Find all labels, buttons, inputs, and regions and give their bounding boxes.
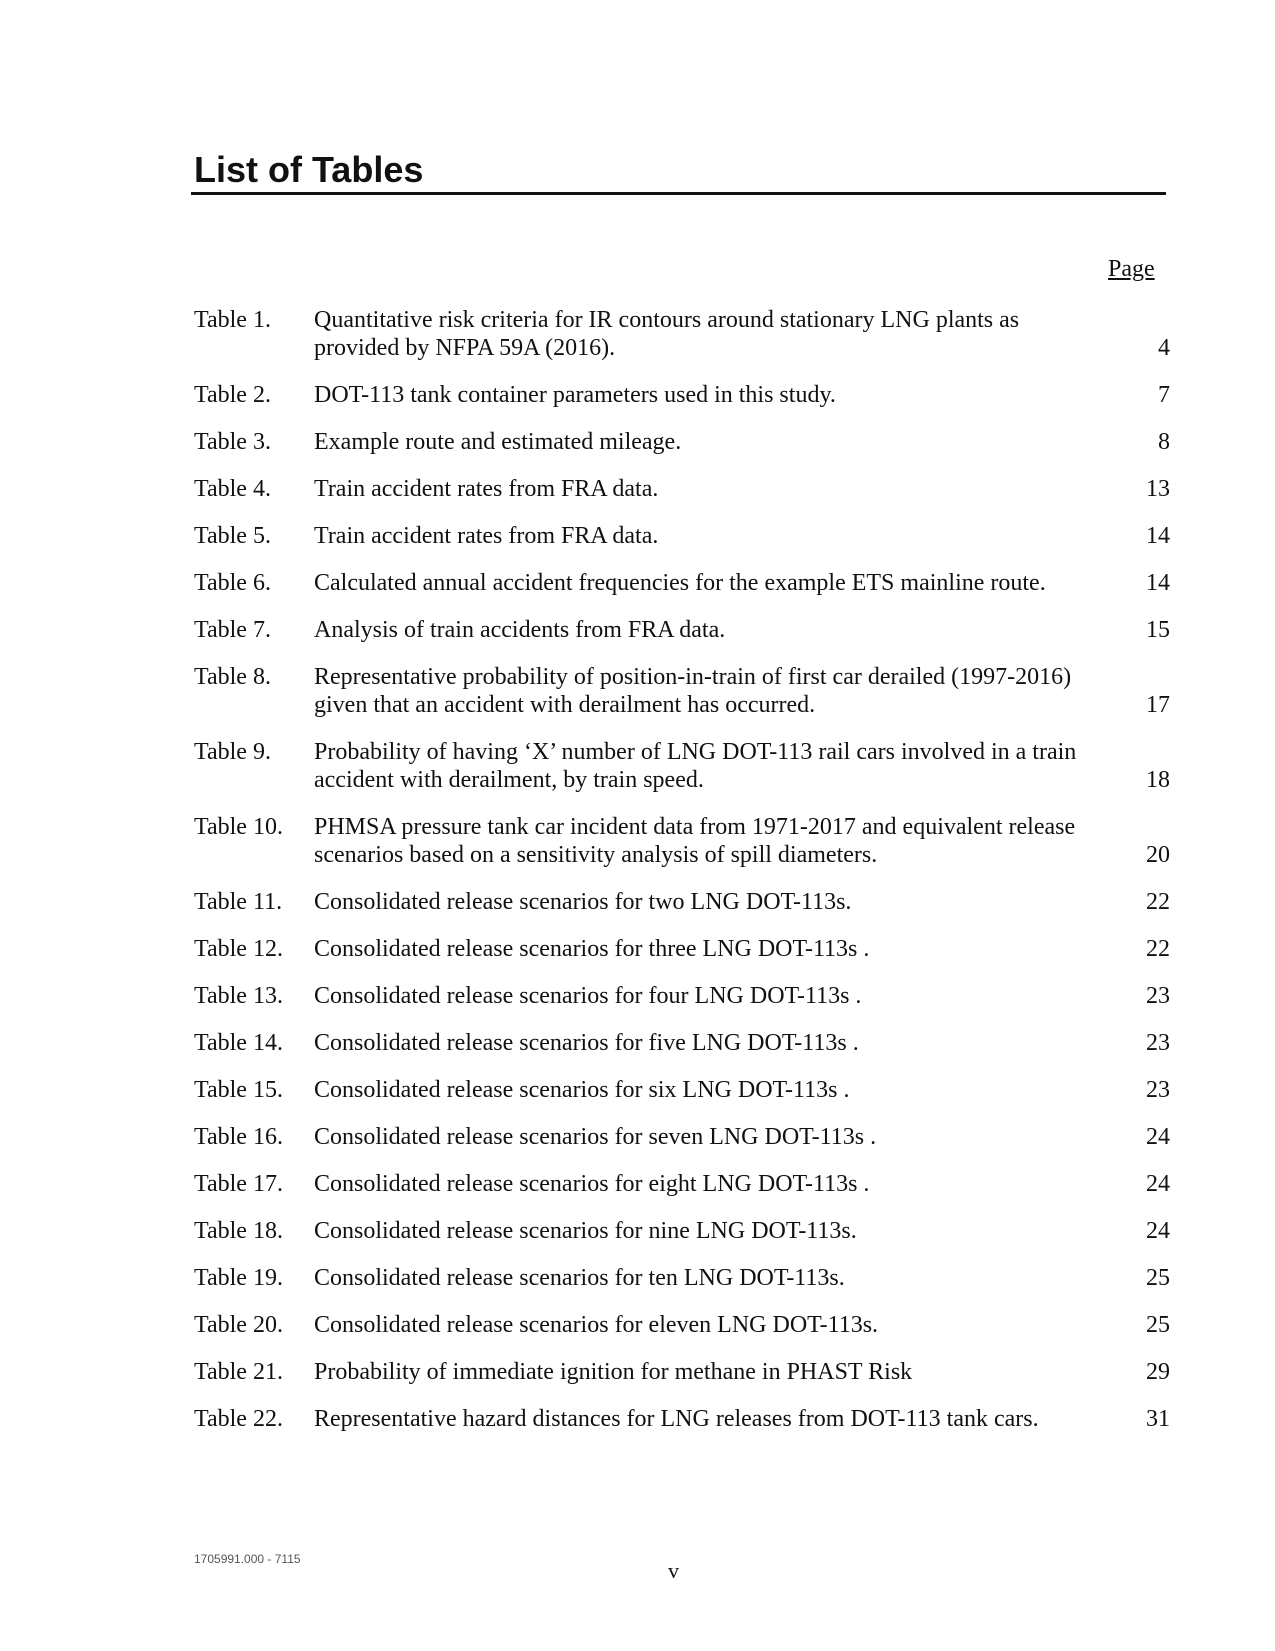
table-list <box>194 306 1194 1452</box>
entry-page: 23 <box>1146 1030 1170 1056</box>
entry-label: Table 20. <box>194 1312 283 1338</box>
entry-label: Table 21. <box>194 1359 283 1385</box>
entry-label: Table 7. <box>194 617 271 643</box>
entry-label: Table 15. <box>194 1077 283 1103</box>
toc-entry[interactable] <box>194 306 1194 362</box>
entry-page: 29 <box>1146 1359 1170 1385</box>
entry-page: 17 <box>1146 692 1170 718</box>
entry-title: Consolidated release scenarios for four LNG DOT-113s . <box>314 983 862 1009</box>
entry-label: Table 8. <box>194 664 271 690</box>
entry-page: 7 <box>1158 382 1170 408</box>
entry-title: Consolidated release scenarios for seven LNG DOT-113s . <box>314 1124 877 1150</box>
page-column-header: Page <box>1108 256 1155 282</box>
toc-entry[interactable] <box>194 522 1194 550</box>
page-number: v <box>668 1558 679 1583</box>
entry-title: Train accident rates from FRA data. <box>314 476 659 502</box>
entry-title: Representative probability of position-in-train of first car derailed (1997-2016) given that an accident with derailment has occurred. <box>314 664 1072 718</box>
entry-title: Consolidated release scenarios for nine LNG DOT-113s. <box>314 1218 857 1244</box>
entry-page: 22 <box>1146 936 1170 962</box>
entry-page: 24 <box>1146 1171 1170 1197</box>
entry-page: 24 <box>1146 1124 1170 1150</box>
entry-page: 31 <box>1146 1406 1170 1432</box>
toc-entry[interactable] <box>194 1217 1194 1245</box>
entry-page: 20 <box>1146 842 1170 868</box>
entry-label: Table 16. <box>194 1124 283 1150</box>
toc-entry[interactable] <box>194 888 1194 916</box>
toc-entry[interactable] <box>194 616 1194 644</box>
entry-title: Consolidated release scenarios for ten LNG DOT-113s. <box>314 1265 845 1291</box>
entry-title: Analysis of train accidents from FRA data. <box>314 617 726 643</box>
entry-page: 25 <box>1146 1265 1170 1291</box>
entry-label: Table 11. <box>194 889 283 915</box>
toc-entry[interactable] <box>194 1358 1194 1386</box>
entry-label: Table 22. <box>194 1406 283 1432</box>
entry-title: Example route and estimated mileage. <box>314 429 682 455</box>
entry-title: Consolidated release scenarios for eight LNG DOT-113s . <box>314 1171 870 1197</box>
entry-label: Table 6. <box>194 570 271 596</box>
entry-label: Table 3. <box>194 429 271 455</box>
toc-entry[interactable] <box>194 428 1194 456</box>
toc-entry[interactable] <box>194 813 1194 869</box>
entry-label: Table 13. <box>194 983 283 1009</box>
entry-page: 25 <box>1146 1312 1170 1338</box>
entry-page: 23 <box>1146 983 1170 1009</box>
toc-entry[interactable] <box>194 982 1194 1010</box>
entry-label: Table 19. <box>194 1265 283 1291</box>
entry-page: 22 <box>1146 889 1170 915</box>
entry-title: Representative hazard distances for LNG releases from DOT-113 tank cars. <box>314 1406 1039 1432</box>
toc-entry[interactable] <box>194 1405 1194 1433</box>
entry-page: 15 <box>1146 617 1170 643</box>
entry-page: 4 <box>1158 335 1170 361</box>
entry-page: 14 <box>1146 570 1170 596</box>
entry-label: Table 12. <box>194 936 283 962</box>
entry-label: Table 10. <box>194 814 283 840</box>
entry-title: Quantitative risk criteria for IR contours around stationary LNG plants as provided by NFPA 59A (2016). <box>314 307 1020 361</box>
toc-entry[interactable] <box>194 1264 1194 1292</box>
entry-title: Probability of immediate ignition for methane in PHAST Risk <box>314 1359 913 1385</box>
toc-entry[interactable] <box>194 1170 1194 1198</box>
entry-page: 13 <box>1146 476 1170 502</box>
toc-entry[interactable] <box>194 663 1194 719</box>
toc-entry[interactable] <box>194 475 1194 503</box>
entry-label: Table 18. <box>194 1218 283 1244</box>
toc-entry[interactable] <box>194 1029 1194 1057</box>
entry-title: Train accident rates from FRA data. <box>314 523 659 549</box>
entry-title: DOT-113 tank container parameters used in this study. <box>314 382 836 408</box>
entry-page: 24 <box>1146 1218 1170 1244</box>
entry-label: Table 1. <box>194 307 271 333</box>
entry-page: 8 <box>1158 429 1170 455</box>
toc-entry[interactable] <box>194 381 1194 409</box>
toc-entry[interactable] <box>194 935 1194 963</box>
entry-page: 14 <box>1146 523 1170 549</box>
entry-title: PHMSA pressure tank car incident data from 1971-2017 and equivalent release scenarios based on a sensitivity analysis of spill diameters. <box>314 814 1076 868</box>
entry-title: Calculated annual accident frequencies for the example ETS mainline route. <box>314 570 1046 596</box>
entry-label: Table 14. <box>194 1030 283 1056</box>
entry-title: Consolidated release scenarios for eleven LNG DOT-113s. <box>314 1312 879 1338</box>
entry-page: 23 <box>1146 1077 1170 1103</box>
entry-page: 18 <box>1146 767 1170 793</box>
entry-label: Table 9. <box>194 739 271 765</box>
entry-label: Table 17. <box>194 1171 283 1197</box>
toc-entry[interactable] <box>194 738 1194 794</box>
entry-title: Consolidated release scenarios for two LNG DOT-113s. <box>314 889 852 915</box>
entry-label: Table 4. <box>194 476 271 502</box>
page-title: List of Tables <box>194 149 424 190</box>
entry-label: Table 5. <box>194 523 271 549</box>
toc-entry[interactable] <box>194 1076 1194 1104</box>
entry-title: Consolidated release scenarios for three LNG DOT-113s . <box>314 936 870 962</box>
entry-label: Table 2. <box>194 382 271 408</box>
toc-entry[interactable] <box>194 1311 1194 1339</box>
toc-entry[interactable] <box>194 569 1194 597</box>
entry-title: Consolidated release scenarios for six LNG DOT-113s . <box>314 1077 850 1103</box>
document-id: 1705991.000 - 7115 <box>194 1552 301 1566</box>
entry-title: Probability of having ‘X’ number of LNG DOT-113 rail cars involved in a train accident with derailment, by train speed. <box>314 739 1077 793</box>
title-rule <box>191 192 1166 195</box>
entry-title: Consolidated release scenarios for five LNG DOT-113s . <box>314 1030 859 1056</box>
toc-entry[interactable] <box>194 1123 1194 1151</box>
